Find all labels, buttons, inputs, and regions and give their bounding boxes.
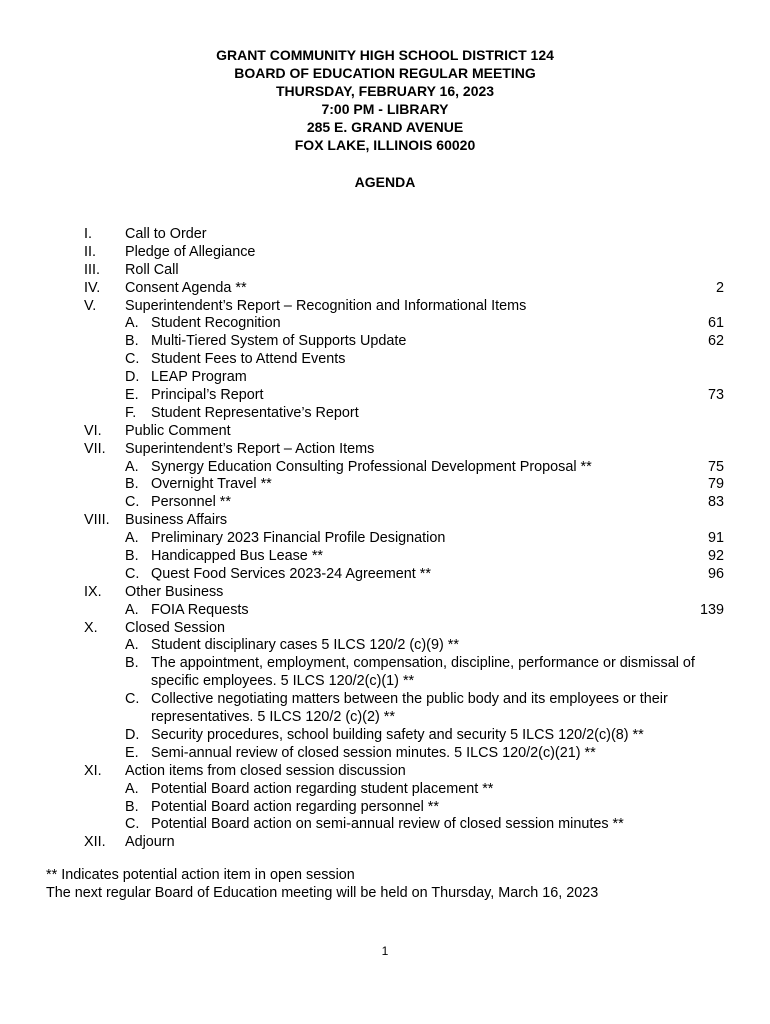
subitem-letter: A.: [125, 458, 139, 475]
item-text: Action items from closed session discussion: [125, 762, 406, 779]
agenda-subitem: [0, 530, 770, 548]
subitem-letter: F.: [125, 404, 137, 421]
next-meeting-note: The next regular Board of Education meeting will be held on Thursday, March 16, 2023: [46, 884, 599, 901]
item-number: I.: [84, 226, 92, 242]
item-number: III.: [84, 261, 100, 278]
agenda-subitem: [0, 333, 770, 351]
action-item-note: ** Indicates potential action item in open session: [46, 867, 355, 883]
agenda-title: AGENDA: [354, 174, 416, 190]
subitem-letter: A.: [125, 530, 139, 547]
agenda-item: [0, 763, 770, 781]
agenda-subitem: [0, 459, 770, 477]
item-page-number: 139: [699, 601, 724, 618]
item-page-number: 92: [707, 548, 724, 565]
agenda-subitem-continuation: [0, 673, 770, 691]
agenda-subitem: [0, 315, 770, 333]
item-page-number: 79: [707, 476, 724, 493]
subitem-text: Personnel **: [151, 494, 231, 511]
agenda-item: [0, 441, 770, 459]
agenda-subitem: [0, 476, 770, 494]
city-state-zip: FOX LAKE, ILLINOIS 60020: [294, 137, 476, 153]
item-number: II.: [84, 243, 96, 260]
meeting-time-location: 7:00 PM - LIBRARY: [321, 101, 449, 117]
item-text: Adjourn: [125, 834, 175, 851]
agenda-item: [0, 280, 770, 298]
subitem-letter: C.: [125, 565, 140, 582]
item-number: VI.: [84, 422, 102, 439]
agenda-subitem: [0, 745, 770, 763]
item-text: Public Comment: [125, 422, 231, 439]
subitem-letter: C.: [125, 351, 140, 368]
subitem-letter: B.: [125, 548, 139, 565]
agenda-subitem: [0, 566, 770, 584]
subitem-text: Student Fees to Attend Events: [151, 351, 346, 368]
agenda-item: [0, 244, 770, 262]
subitem-letter: C.: [125, 494, 140, 511]
agenda-subitem: [0, 602, 770, 620]
item-number: IX.: [84, 583, 102, 600]
item-text: Superintendent’s Report – Recognition and Informational Items: [125, 297, 527, 314]
item-page-number: 83: [707, 494, 724, 511]
item-text: Closed Session: [125, 619, 225, 636]
subitem-letter: A.: [125, 637, 139, 654]
subitem-text: The appointment, employment, compensation, discipline, performance or dismissal of: [151, 655, 695, 672]
agenda-subitem: [0, 781, 770, 799]
agenda-subitem: [0, 637, 770, 655]
item-page-number: 73: [707, 387, 724, 404]
street-address: 285 E. GRAND AVENUE: [306, 119, 464, 135]
agenda-subitem-continuation: [0, 709, 770, 727]
subitem-text-continued: specific employees. 5 ILCS 120/2(c)(1) **: [151, 673, 415, 690]
district-name: GRANT COMMUNITY HIGH SCHOOL DISTRICT 124: [216, 47, 554, 63]
subitem-letter: E.: [125, 744, 139, 761]
item-text: Consent Agenda **: [125, 279, 247, 296]
subitem-text: LEAP Program: [151, 369, 247, 386]
subitem-text: Security procedures, school building safety and security 5 ILCS 120/2(c)(8) **: [151, 726, 644, 743]
item-text: Pledge of Allegiance: [125, 243, 256, 260]
item-page-number: 96: [707, 565, 724, 582]
subitem-text: Quest Food Services 2023-24 Agreement **: [151, 565, 431, 582]
item-page-number: 2: [715, 279, 724, 296]
agenda-subitem: [0, 351, 770, 369]
subitem-letter: B.: [125, 333, 139, 350]
item-number: IV.: [84, 279, 101, 296]
subitem-text: Semi-annual review of closed session minutes. 5 ILCS 120/2(c)(21) **: [151, 744, 596, 761]
subitem-text: Handicapped Bus Lease **: [151, 548, 324, 565]
subitem-text: Overnight Travel **: [151, 476, 272, 493]
subitem-text: Collective negotiating matters between the public body and its employees or their: [151, 691, 668, 708]
item-text: Call to Order: [125, 226, 207, 242]
subitem-text: Potential Board action on semi-annual review of closed session minutes **: [151, 816, 624, 833]
agenda-subitem: [0, 691, 770, 709]
page-number: 1: [381, 944, 389, 958]
subitem-text: Potential Board action regarding personnel **: [151, 798, 440, 815]
subitem-letter: A.: [125, 315, 139, 332]
item-page-number: 75: [707, 458, 724, 475]
subitem-letter: D.: [125, 726, 140, 743]
subitem-text: Principal’s Report: [151, 387, 264, 404]
item-number: XII.: [84, 834, 106, 851]
item-number: XI.: [84, 762, 102, 779]
item-number: VIII.: [84, 512, 110, 529]
subitem-text-continued: representatives. 5 ILCS 120/2 (c)(2) **: [151, 709, 395, 726]
subitem-letter: C.: [125, 691, 140, 708]
item-number: VII.: [84, 440, 106, 457]
item-text: Other Business: [125, 583, 224, 600]
subitem-letter: A.: [125, 780, 139, 797]
subitem-letter: B.: [125, 655, 139, 672]
agenda-subitem: [0, 405, 770, 423]
item-page-number: 61: [707, 315, 724, 332]
item-number: V.: [84, 297, 97, 314]
agenda-item: [0, 512, 770, 530]
agenda-item: [0, 620, 770, 638]
subitem-letter: A.: [125, 601, 139, 618]
subitem-letter: B.: [125, 798, 139, 815]
subitem-text: FOIA Requests: [151, 601, 249, 618]
agenda-item: [0, 298, 770, 316]
meeting-type: BOARD OF EDUCATION REGULAR MEETING: [234, 65, 536, 81]
subitem-text: Student Representative’s Report: [151, 404, 359, 421]
agenda-item: [0, 262, 770, 280]
agenda-list: [0, 226, 770, 852]
subitem-letter: C.: [125, 816, 140, 833]
agenda-subitem: [0, 548, 770, 566]
subitem-text: Student disciplinary cases 5 ILCS 120/2 (c)(9) **: [151, 637, 459, 654]
agenda-subitem: [0, 369, 770, 387]
meeting-date: THURSDAY, FEBRUARY 16, 2023: [275, 83, 495, 99]
agenda-item: [0, 226, 770, 244]
agenda-subitem: [0, 799, 770, 817]
subitem-text: Student Recognition: [151, 315, 281, 332]
item-text: Business Affairs: [125, 512, 228, 529]
agenda-subitem: [0, 387, 770, 405]
subitem-letter: D.: [125, 369, 140, 386]
subitem-letter: B.: [125, 476, 139, 493]
item-number: X.: [84, 619, 98, 636]
item-page-number: 91: [707, 530, 724, 547]
subitem-text: Preliminary 2023 Financial Profile Designation: [151, 530, 446, 547]
subitem-text: Synergy Education Consulting Professional Development Proposal **: [151, 458, 592, 475]
agenda-subitem: [0, 655, 770, 673]
agenda-subitem: [0, 727, 770, 745]
agenda-subitem: [0, 816, 770, 834]
agenda-subitem: [0, 494, 770, 512]
document-header: [0, 46, 770, 154]
subitem-text: Potential Board action regarding student placement **: [151, 780, 494, 797]
item-page-number: 62: [707, 333, 724, 350]
item-text: Roll Call: [125, 261, 179, 278]
subitem-text: Multi-Tiered System of Supports Update: [151, 333, 407, 350]
agenda-item: [0, 834, 770, 852]
footer-notes: [46, 867, 598, 903]
subitem-letter: E.: [125, 387, 139, 404]
agenda-item: [0, 423, 770, 441]
item-text: Superintendent’s Report – Action Items: [125, 440, 375, 457]
agenda-item: [0, 584, 770, 602]
